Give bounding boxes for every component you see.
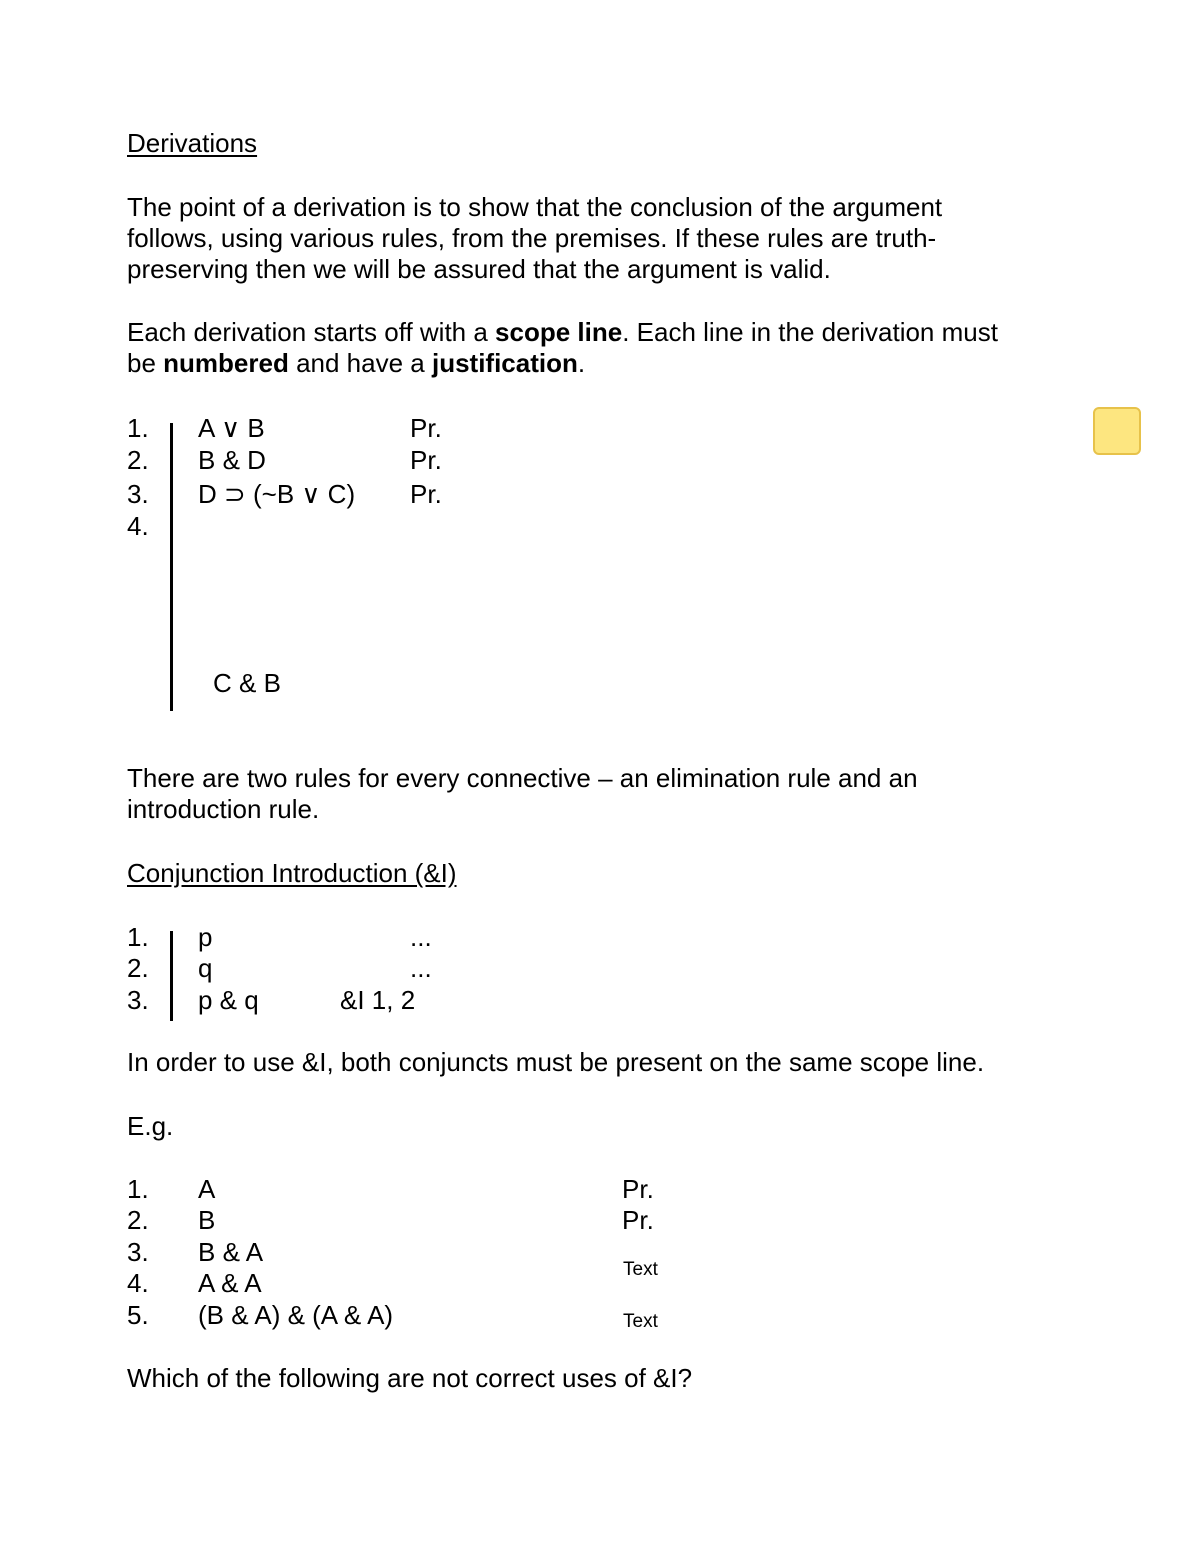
bold-term-justification: justification: [431, 348, 578, 378]
formula: B: [198, 1205, 216, 1235]
line-number: 2.: [127, 953, 149, 983]
justification: Pr.: [410, 445, 442, 475]
line-number: 5.: [127, 1300, 149, 1330]
formula: D ⊃ (~B ∨ C): [198, 479, 356, 509]
text-field-label[interactable]: Text: [623, 1259, 658, 1280]
formula: B & A: [198, 1237, 264, 1267]
justification: ...: [410, 922, 432, 952]
line-number: 4.: [127, 511, 149, 541]
formula: p & q: [198, 985, 259, 1015]
formula: B & D: [198, 445, 266, 475]
section-heading-conjunction-introduction: Conjunction Introduction (&I): [127, 858, 457, 888]
formula: p: [198, 922, 213, 952]
scope-line-2: [127, 348, 585, 379]
text-run: and have a: [288, 348, 432, 378]
text-field-label[interactable]: Text: [623, 1311, 658, 1332]
text-run: Each derivation starts off with a: [127, 317, 496, 347]
justification: Pr.: [410, 413, 442, 443]
line-number: 1.: [127, 922, 149, 952]
justification: ...: [410, 953, 432, 983]
formula: A: [198, 1174, 216, 1204]
scope-line: [170, 423, 173, 711]
line-number: 2.: [127, 445, 149, 475]
bold-term-scope-line: scope line: [495, 317, 623, 347]
line-number: 2.: [127, 1205, 149, 1235]
line-number: 3.: [127, 1237, 149, 1267]
intro-line: The point of a derivation is to show that the conclusion of the argument: [127, 192, 943, 222]
text-run: be: [127, 348, 164, 378]
text-run: .: [577, 348, 586, 378]
bold-term-numbered: numbered: [163, 348, 289, 378]
formula: A & A: [198, 1268, 262, 1298]
example-label: E.g.: [127, 1111, 174, 1141]
scope-line: [170, 931, 173, 1021]
formula: A ∨ B: [198, 413, 265, 443]
formula: (B & A) & (A & A): [198, 1300, 394, 1330]
conclusion-formula: C & B: [213, 668, 281, 698]
line-number: 1.: [127, 413, 149, 443]
intro-line: preserving then we will be assured that the argument is valid.: [127, 254, 831, 284]
line-number: 1.: [127, 1174, 149, 1204]
rules-line: There are two rules for every connective – an elimination rule and an: [127, 763, 918, 793]
line-number: 3.: [127, 479, 149, 509]
justification: Pr.: [622, 1205, 654, 1235]
page-title: Derivations: [127, 128, 258, 158]
justification: Pr.: [410, 479, 442, 509]
justification: &I 1, 2: [340, 985, 416, 1015]
line-number: 4.: [127, 1268, 149, 1298]
scope-line-1: [127, 317, 998, 348]
intro-line: follows, using various rules, from the premises. If these rules are truth-: [127, 223, 937, 253]
sticky-note-icon[interactable]: [1093, 407, 1141, 455]
formula: q: [198, 953, 213, 983]
rules-line: introduction rule.: [127, 794, 320, 824]
question-text: Which of the following are not correct uses of &I?: [127, 1363, 693, 1393]
line-number: 3.: [127, 985, 149, 1015]
text-run: . Each line in the derivation must: [622, 317, 998, 347]
order-paragraph: In order to use &I, both conjuncts must be present on the same scope line.: [127, 1047, 985, 1077]
justification: Pr.: [622, 1174, 654, 1204]
